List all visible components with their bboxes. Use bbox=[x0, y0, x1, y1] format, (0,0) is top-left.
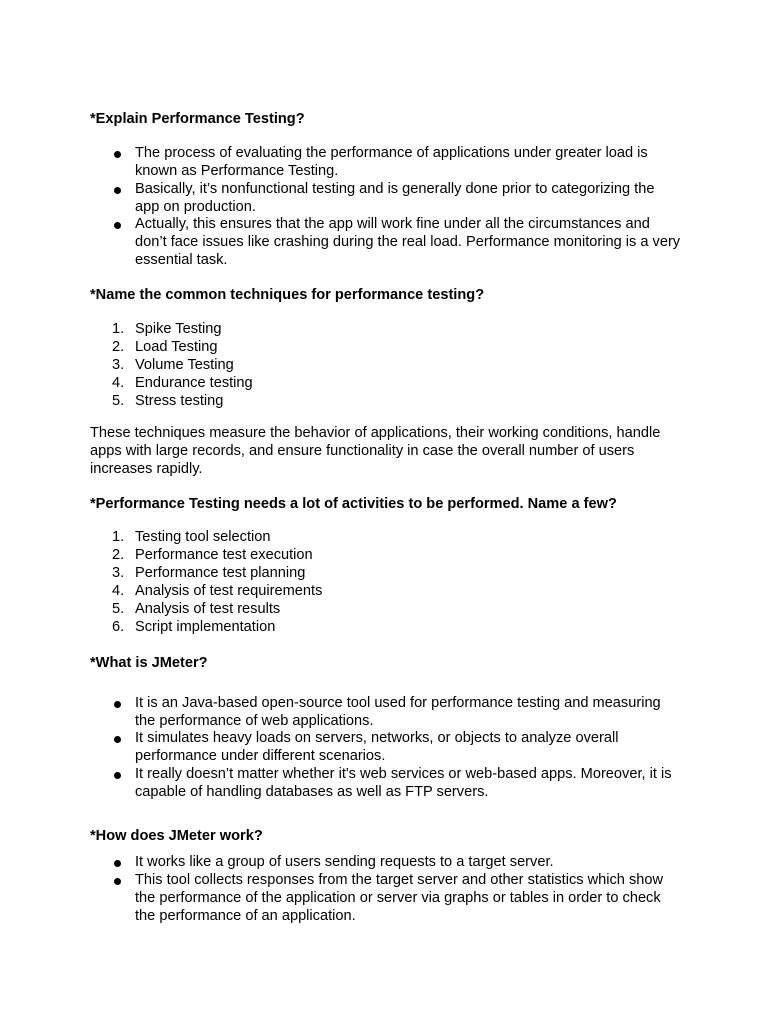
section-heading-techniques: *Name the common techniques for performance testing? bbox=[90, 287, 485, 303]
list-item-text: Endurance testing bbox=[135, 375, 253, 391]
list-item-text: Script implementation bbox=[135, 619, 276, 635]
list-item-text: This tool collects responses from the target server and other statistics which show the performance of the application or server via graphs or tables in order to check the performance of an application. bbox=[135, 872, 664, 924]
list-number: 3. bbox=[112, 565, 125, 581]
bullet-icon bbox=[114, 878, 121, 885]
list-item-text: Analysis of test requirements bbox=[135, 583, 323, 599]
list-number: 5. bbox=[112, 601, 125, 617]
list-item-text: Analysis of test results bbox=[135, 601, 281, 617]
list-number: 1. bbox=[112, 321, 125, 337]
section-heading-how-jmeter-works: *How does JMeter work? bbox=[90, 828, 263, 844]
list-item-text: It really doesn’t matter whether it's web services or web-based apps. Moreover, it is capable of handling databases as well as FTP servers. bbox=[135, 766, 672, 800]
list-item-text: It simulates heavy loads on servers, networks, or objects to analyze overall performance under different scenarios. bbox=[135, 730, 619, 764]
list-item-text: Performance test execution bbox=[135, 547, 313, 563]
list-item-text: It is an Java-based open-source tool used for performance testing and measuring the performance of web applications. bbox=[135, 695, 661, 729]
list-item-text: Load Testing bbox=[135, 339, 218, 355]
list-item-text: Testing tool selection bbox=[135, 529, 271, 545]
section-heading-what-is-jmeter: *What is JMeter? bbox=[90, 655, 208, 671]
bullet-icon bbox=[114, 222, 121, 229]
bullet-icon bbox=[114, 701, 121, 708]
list-number: 1. bbox=[112, 529, 125, 545]
list-number: 5. bbox=[112, 393, 125, 409]
list-number: 3. bbox=[112, 357, 125, 373]
list-item-text: Stress testing bbox=[135, 393, 224, 409]
section-heading-activities: *Performance Testing needs a lot of activities to be performed. Name a few? bbox=[90, 496, 617, 512]
list-item-text: Volume Testing bbox=[135, 357, 234, 373]
list-number: 2. bbox=[112, 339, 125, 355]
list-number: 2. bbox=[112, 547, 125, 563]
list-item-text: Actually, this ensures that the app will work fine under all the circumstances and don’t face issues like crashing during the real load. Performance monitoring is a very essential task. bbox=[135, 216, 681, 268]
section-heading-performance-testing: *Explain Performance Testing? bbox=[90, 111, 305, 127]
list-number: 4. bbox=[112, 375, 125, 391]
list-item-text: Spike Testing bbox=[135, 321, 222, 337]
bullet-icon bbox=[114, 151, 121, 158]
bullet-icon bbox=[114, 772, 121, 779]
bullet-icon bbox=[114, 860, 121, 867]
list-number: 4. bbox=[112, 583, 125, 599]
bullet-icon bbox=[114, 736, 121, 743]
list-item-text: It works like a group of users sending requests to a target server. bbox=[135, 854, 554, 870]
bullet-icon bbox=[114, 187, 121, 194]
list-item-text: Basically, it’s nonfunctional testing and is generally done prior to categorizing the app on production. bbox=[135, 181, 655, 215]
techniques-paragraph: These techniques measure the behavior of applications, their working conditions, handle apps with large records, and ensure functionality in case the overall number of users increases rapidly. bbox=[90, 425, 661, 477]
list-item-text: Performance test planning bbox=[135, 565, 306, 581]
list-number: 6. bbox=[112, 619, 125, 635]
list-item-text: The process of evaluating the performance of applications under greater load is known as Performance Testing. bbox=[135, 145, 648, 179]
